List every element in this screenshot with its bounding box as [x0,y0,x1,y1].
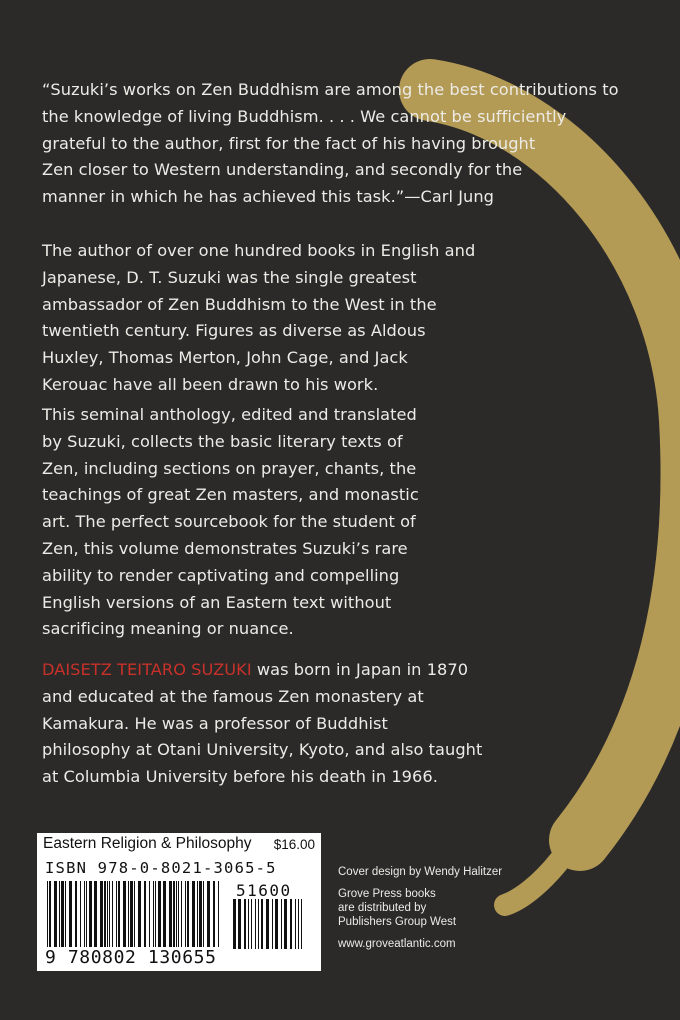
distribution-line: Publishers Group West [338,916,457,928]
barcode-bar [80,881,81,947]
barcode-bar [192,881,195,947]
barcode-label [37,833,321,971]
barcode-bar [123,881,126,947]
barcode-bar [181,881,182,947]
paragraph-line: sacrificing meaning or nuance. [42,619,294,639]
barcode-bar [301,899,302,949]
barcode-bar [244,899,246,949]
barcode-bar [59,881,60,947]
paragraph-line: twentieth century. Figures as diverse as Aldous [42,321,426,341]
barcode-bar [284,899,287,949]
paragraph-line: Kamakura. He was a professor of Buddhist [42,713,388,733]
barcode-bar [118,881,120,947]
paragraph-line: English versions of an Eastern text without [42,592,392,612]
quote-line: manner in which he has achieved this task.”—Carl Jung [42,187,495,207]
barcode-bar [295,899,296,949]
publisher-website: www.groveatlantic.com [338,938,456,950]
barcode-bar [266,899,269,949]
barcode-bar [134,881,135,947]
ean-number: 9 780802 130655 [45,947,217,968]
distribution-note [338,887,456,929]
barcode-bar [116,881,117,947]
paragraph-line: Japanese, D. T. Suzuki was the single greatest [42,267,417,287]
paragraph-line: art. The perfect sourcebook for the student of [42,512,416,532]
barcode-bar [49,881,51,947]
barcode-bar [169,881,172,947]
barcode-bar [65,881,66,947]
paragraph-line: Zen, including sections on prayer, chants, the [42,458,417,478]
barcode-bar [94,881,97,947]
barcode-bar [255,899,256,949]
quote-line: Zen closer to Western understanding, and secondly for the [42,160,523,180]
about-author-paragraph [42,238,632,399]
barcode-bar [149,881,150,947]
price-addon-number: 51600 [236,881,292,900]
author-name: DAISETZ TEITARO SUZUKI [42,660,252,679]
barcode-bar [233,899,236,949]
barcode-bar [86,881,87,947]
barcode-bar [173,881,175,947]
barcode-bar [84,881,85,947]
paragraph-line: Zen, this volume demonstrates Suzuki’s rare [42,538,408,558]
paragraph-line: ambassador of Zen Buddhism to the West in the [42,294,437,314]
barcode-bar [163,881,166,947]
barcode-bar [61,881,64,947]
barcode-bar [275,899,278,949]
barcode-bar [138,881,141,947]
paragraph-line: by Suzuki, collects the basic literary texts of [42,431,403,451]
barcode-bar [104,881,106,947]
barcode-bar [248,899,249,949]
isbn-text: ISBN 978-0-8021-3065-5 [45,859,277,877]
cover-design-credit: Cover design by Wendy Halitzer [338,866,503,878]
quote-line: the knowledge of living Buddhism. . . . We cannot be sufficiently [42,106,567,126]
barcode-bar [178,881,179,947]
barcode-bar [107,881,108,947]
barcode-bar [199,881,202,947]
author-bio-paragraph [42,657,632,791]
distribution-line: Grove Press books [338,888,436,900]
paragraph-line: The author of over one hundred books in English and [42,241,476,260]
barcode-bar [261,899,263,949]
barcode-bar [207,881,210,947]
barcode-bar [213,881,215,947]
anthology-description-paragraph [42,402,632,643]
barcode-bar [130,881,133,947]
quote-line: “Suzuki’s works on Zen Buddhism are among the best contributions to [42,80,619,99]
barcode-bar [112,881,113,947]
paragraph-line: teachings of great Zen masters, and monastic [42,485,419,505]
barcode-bar [176,881,177,947]
paragraph-line: Kerouac have all been drawn to his work. [42,374,379,394]
quote-line: grateful to the author, first for the fact of his having brought [42,133,536,153]
barcode-bar [187,881,189,947]
barcode-bar [197,881,198,947]
paragraph-line: This seminal anthology, edited and translated [42,405,417,424]
paragraph-line: Huxley, Thomas Merton, John Cage, and Jack [42,348,408,368]
paragraph-line: and educated at the famous Zen monastery at [42,686,424,706]
barcode-bar [153,881,154,947]
barcode-bar [75,881,77,947]
barcode-bar [54,881,57,947]
barcode-bar [290,899,292,949]
jung-quote [42,77,632,211]
barcode-bar [109,881,110,947]
barcode-bar [155,881,156,947]
paragraph-line: ability to render captivating and compelling [42,565,400,585]
barcode-bar [89,881,92,947]
barcode-bar [272,899,273,949]
barcode-bar [218,881,219,947]
bio-first-line-rest: was born in Japan in 1870 [251,660,469,679]
bio-first-line [42,657,632,684]
barcode-bar [185,881,186,947]
barcode-bar [158,881,161,947]
subject-category: Eastern Religion & Philosophy [43,835,252,852]
barcode-bar [281,899,282,949]
barcode-bar [203,881,204,947]
paragraph-line: philosophy at Otani University, Kyoto, and also taught [42,740,483,760]
paragraph-line: at Columbia University before his death in 1966. [42,767,438,787]
barcode-bar [128,881,129,947]
price: $16.00 [273,837,315,852]
barcode-bar [238,899,241,949]
barcode-bar [144,881,146,947]
barcode-bar [100,881,103,947]
barcode-bar [69,881,72,947]
barcode-bar [298,899,299,949]
barcode-bar [251,899,252,949]
distribution-line: are distributed by [338,902,427,914]
barcode-bar [47,881,48,947]
barcode-bar [258,899,259,949]
